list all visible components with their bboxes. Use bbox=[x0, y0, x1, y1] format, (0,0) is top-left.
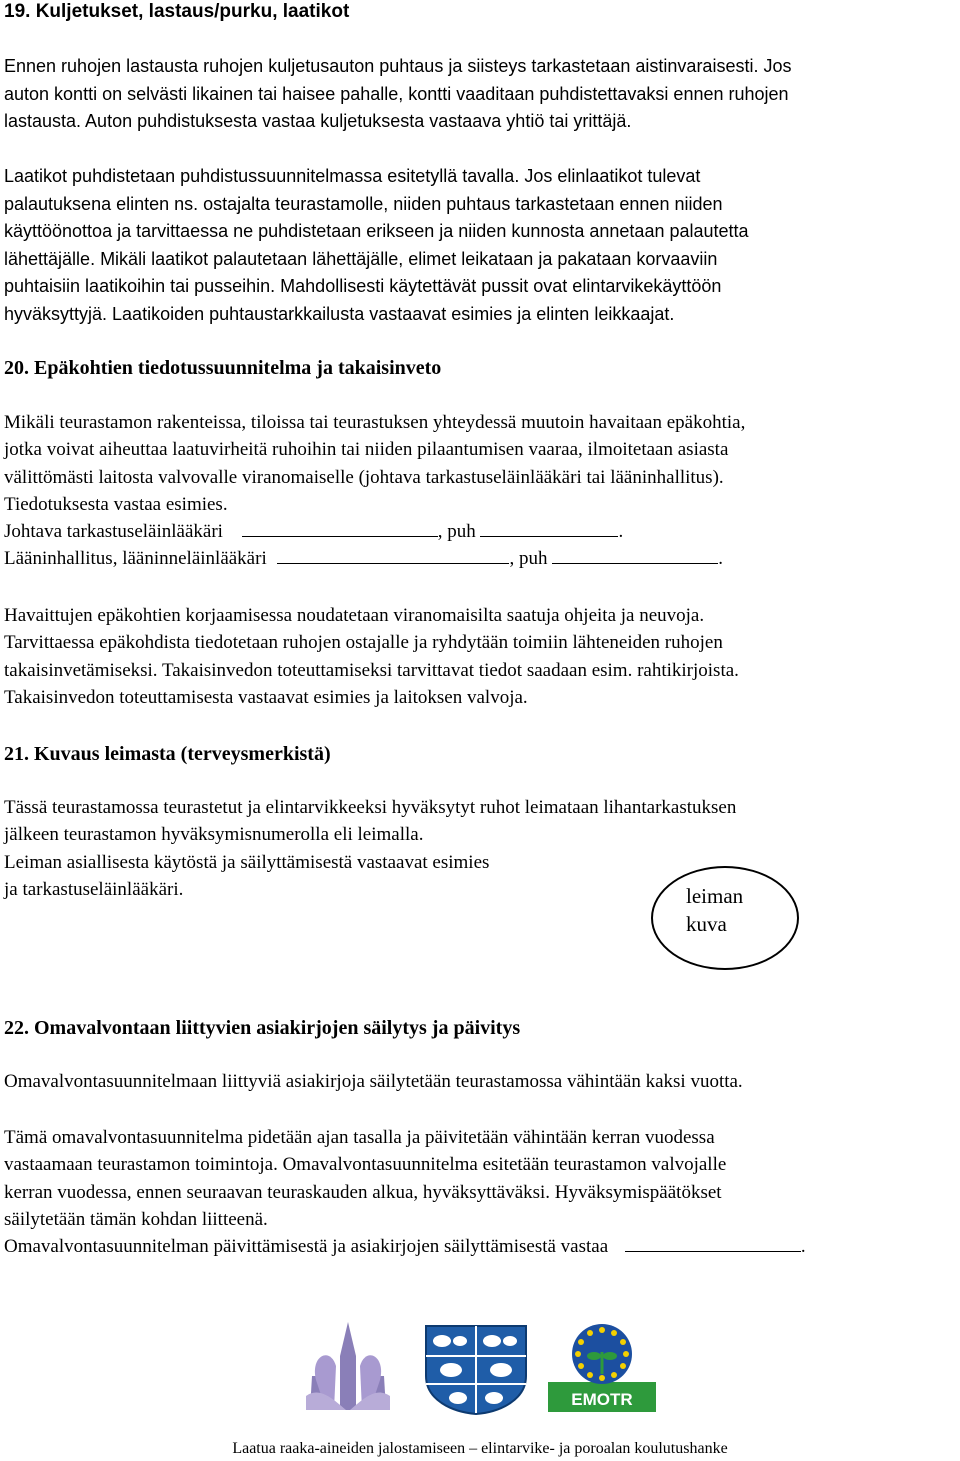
fill-in-blank-responsible[interactable] bbox=[625, 1233, 801, 1252]
section-20-paragraph-2 bbox=[4, 602, 956, 711]
fill-in-blank-name[interactable] bbox=[277, 545, 509, 564]
section-21-paragraph-1 bbox=[4, 794, 956, 849]
text-line: Laatikot puhdistetaan puhdistussuunnitelmassa esitetyllä tavalla. Jos elinlaatikot tulevat bbox=[4, 166, 701, 186]
section-19-paragraph-1 bbox=[4, 53, 956, 136]
stamp-placeholder-ellipse bbox=[651, 866, 799, 970]
text-line: hyväksyttyjä. Laatikoiden puhtaustarkkailusta vastaavat esimies ja elinten leikkaajat. bbox=[4, 303, 675, 324]
section-21-paragraph-2 bbox=[4, 849, 644, 904]
section-19-paragraph-2 bbox=[4, 163, 956, 328]
text-line: Leiman asiallisesta käytöstä ja säilyttämisestä vastaavat esimies bbox=[4, 852, 490, 873]
text-line: takaisinvetämiseksi. Takaisinvedon toteuttamiseksi tarvittavat tiedot saadaan esim. rahtikirjoista. bbox=[4, 659, 739, 681]
text-line: Tarvittaessa epäkohdista tiedotetaan ruhojen ostajalle ja ryhdytään toimiin lähteneiden ruhojen bbox=[4, 632, 723, 654]
responsibility-line: Omavalvontasuunnitelman päivittämisestä ja asiakirjojen säilyttämisestä vastaa . bbox=[4, 1233, 956, 1260]
text-line: lastausta. Auton puhdistuksesta vastaa kuljetuksesta vastaava yhtiö tai yrittäjä. bbox=[4, 111, 632, 131]
stamp-label-line-1: leiman bbox=[686, 884, 744, 908]
section-22-heading: 22. Omavalvontaan liittyvien asiakirjojen säilytys ja päivitys bbox=[4, 1017, 521, 1039]
contact-line-county-vet: Lääninhallitus, lääninneläinlääkäri , puh . bbox=[4, 545, 956, 572]
fill-in-blank-phone[interactable] bbox=[552, 545, 718, 564]
section-22-paragraph-2 bbox=[4, 1124, 956, 1260]
text-line: Mikäli teurastamon rakenteissa, tiloissa tai teurastuksen yhteydessä muutoin havaitaan epäkohtia, bbox=[4, 412, 746, 433]
text-line: Tässä teurastamossa teurastetut ja elintarvikkeeksi hyväksytyt ruhot leimataan lihantarkastuksen bbox=[4, 797, 737, 818]
logo-strip-graphics bbox=[300, 1316, 660, 1416]
text-line: Tämä omavalvontasuunnitelma pidetään ajan tasalla ja päivitetään vähintään kerran vuodessa bbox=[4, 1127, 715, 1148]
emotr-label: EMOTR bbox=[571, 1390, 633, 1409]
text-line: ja tarkastuseläinlääkäri. bbox=[4, 879, 184, 901]
text-line: vastaamaan teurastamon toimintoja. Omavalvontasuunnitelma esitetään teurastamon valvojalle bbox=[4, 1154, 727, 1176]
coat-of-arms-logo bbox=[426, 1326, 526, 1414]
fill-in-blank-name[interactable] bbox=[242, 518, 438, 537]
footer-text: Laatua raaka-aineiden jalostamiseen – elintarvike- ja poroalan koulutushanke bbox=[232, 1440, 728, 1457]
text-line: auton kontti on selvästi likainen tai haisee pahalle, kontti vaaditaan puhdistettavaksi ennen ruhojen bbox=[4, 83, 789, 104]
flower-logo bbox=[306, 1322, 390, 1410]
contact-line-chief-vet: Johtava tarkastuseläinlääkäri , puh . bbox=[4, 518, 956, 545]
text-line: Tiedotuksesta vastaa esimies. bbox=[4, 493, 228, 515]
text-line: säilytetään tämän kohdan liitteenä. bbox=[4, 1208, 268, 1230]
text-line: Takaisinvedon toteuttamisesta vastaavat esimies ja laitoksen valvoja. bbox=[4, 686, 528, 708]
text-line: Havaittujen epäkohtien korjaamisessa noudatetaan viranomaisilta saatuja ohjeita ja neuvoja. bbox=[4, 605, 705, 626]
text-line: käyttöönottoa ja tarvittaessa ne puhdistetaan erikseen ja niiden kunnosta annetaan palautetta bbox=[4, 221, 749, 241]
text-line: jotka voivat aiheuttaa laatuvirheitä ruhoihin tai niiden pilaantumisen vaaraa, ilmoitetaan asiasta bbox=[4, 439, 729, 461]
section-21-heading: 21. Kuvaus leimasta (terveysmerkistä) bbox=[4, 743, 331, 765]
text-line: kerran vuodessa, ennen seuraavan teuraskauden alkua, hyväksyttäväksi. Hyväksymispäätökset bbox=[4, 1181, 722, 1203]
section-20-paragraph-1 bbox=[4, 409, 956, 573]
emotr-eu-logo bbox=[548, 1320, 656, 1412]
text-line: palautuksena elinten ns. ostajalta teurastamolle, niiden puhtaus tarkastetaan ennen niiden bbox=[4, 193, 723, 214]
text-line: Ennen ruhojen lastausta ruhojen kuljetusauton puhtaus ja siisteys tarkastetaan aistinvaraisesti. Jos bbox=[4, 56, 792, 76]
text-line: puhtaisiin laatikoihin tai pusseihin. Mahdollisesti käytettävät pussit ovat elintarvikekäyttöön bbox=[4, 276, 722, 296]
text-line: välittömästi laitosta valvovalle viranomaiselle (johtava tarkastuseläinlääkäri tai lääninhallitus). bbox=[4, 466, 724, 488]
logo-strip bbox=[300, 1316, 660, 1416]
section-22-paragraph-1: Omavalvontasuunnitelmaan liittyviä asiakirjoja säilytetään teurastamossa vähintään kaksi vuotta. bbox=[4, 1071, 743, 1092]
section-19-heading: 19. Kuljetukset, lastaus/purku, laatikot bbox=[4, 1, 350, 22]
text-line: lähettäjälle. Mikäli laatikot palautetaan lähettäjälle, elimet leikataan ja pakataan korvaaviin bbox=[4, 248, 718, 269]
section-20-heading: 20. Epäkohtien tiedotussuunnitelma ja takaisinveto bbox=[4, 357, 442, 379]
stamp-label-line-2: kuva bbox=[686, 912, 727, 936]
text-line: jälkeen teurastamon hyväksymisnumerolla eli leimalla. bbox=[4, 824, 424, 846]
fill-in-blank-phone[interactable] bbox=[480, 518, 618, 537]
